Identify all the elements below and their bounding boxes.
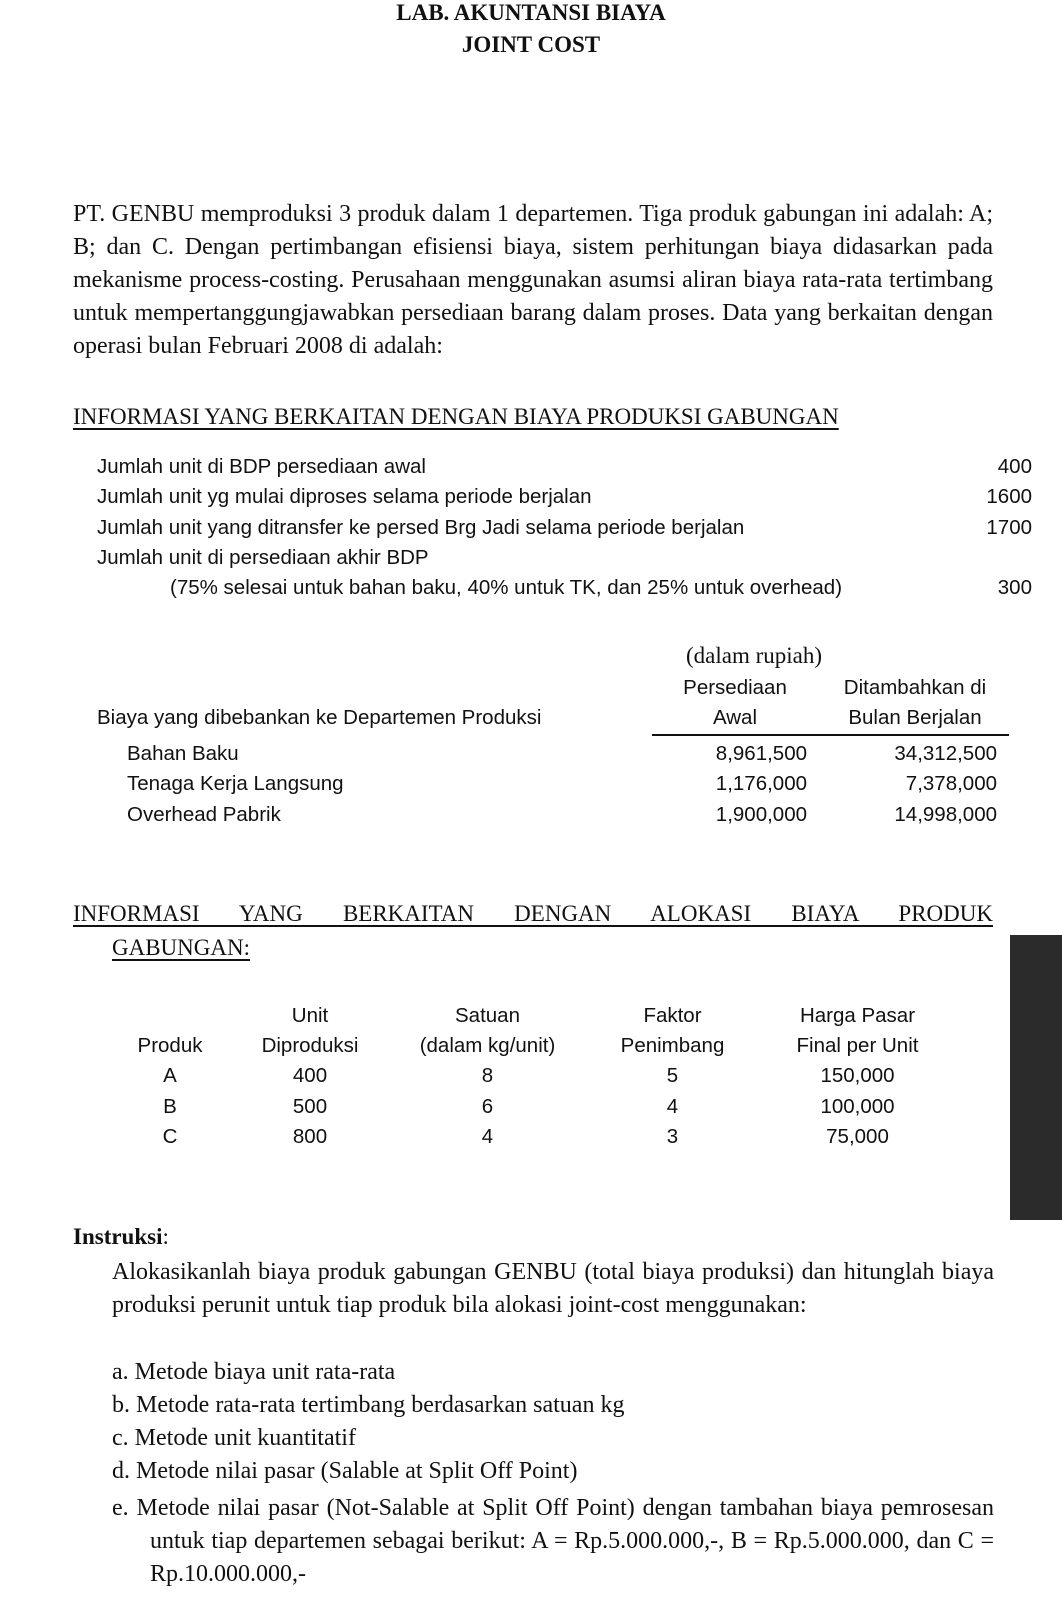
cost-tambah-1: 7,378,000 [905, 772, 997, 795]
section-heading-allocation: INFORMASI YANG BERKAITAN DENGAN ALOKASI BIAYA PRODUK [73, 901, 993, 926]
unit-label-4: (75% selesai untuk bahan baku, 40% untuk TK, dan 25% untuk overhead) [170, 576, 843, 599]
method-item-c: c. Metode unit kuantitatif [112, 1425, 356, 1451]
alloc-factor-a: 5 [666, 1064, 679, 1087]
alloc-header-factor-line2: Penimbang [620, 1034, 725, 1057]
table-header-rule [652, 734, 1009, 736]
instructions-title-row [73, 1224, 169, 1250]
alloc-factor-c: 3 [666, 1125, 679, 1148]
cost-tambah-2: 14,998,000 [894, 803, 997, 826]
alloc-kg-a: 8 [481, 1064, 494, 1087]
alloc-header-units-line1: Unit [291, 1004, 329, 1027]
col-header-awal-line2: Awal [712, 706, 758, 729]
instructions-title: Instruksi [73, 1224, 163, 1249]
cost-tambah-0: 34,312,500 [894, 742, 997, 765]
cost-awal-0: 8,961,500 [715, 742, 807, 765]
cost-awal-2: 1,900,000 [715, 803, 807, 826]
alloc-price-b: 100,000 [820, 1095, 895, 1118]
col-header-tambah-line2: Bulan Berjalan [848, 706, 982, 729]
method-item-d: d. Metode nilai pasar (Salable at Split Off Point) [112, 1458, 578, 1484]
method-item-a: a. Metode biaya unit rata-rata [112, 1359, 396, 1385]
alloc-kg-c: 4 [481, 1125, 494, 1148]
alloc-units-b: 500 [292, 1095, 328, 1118]
alloc-units-a: 400 [292, 1064, 328, 1087]
unit-label-2: Jumlah unit yang ditransfer ke persed Brg Jadi selama periode berjalan [97, 516, 745, 539]
alloc-header-price-line2: Final per Unit [796, 1034, 919, 1057]
unit-value-2: 1700 [986, 516, 1032, 539]
alloc-price-c: 75,000 [826, 1125, 889, 1148]
instructions-text: Alokasikanlah biaya produk gabungan GENBU (total biaya produksi) dan hitunglah biaya produksi perunit untuk tiap produk bila alokasi joint-cost menggunakan: [112, 1259, 994, 1318]
unit-label-1: Jumlah unit yg mulai diproses selama periode berjalan [97, 485, 592, 508]
alloc-product-a: A [163, 1064, 177, 1087]
unit-label-3: Jumlah unit di persediaan akhir BDP [97, 546, 429, 569]
col-header-tambah-line1: Ditambahkan di [843, 676, 987, 699]
scrollbar-strip[interactable] [1010, 935, 1062, 1220]
alloc-header-kg-line2: (dalam kg/unit) [419, 1034, 556, 1057]
unit-value-1: 1600 [986, 485, 1032, 508]
section-heading-allocation-line2: GABUNGAN: [112, 935, 250, 960]
alloc-price-a: 150,000 [820, 1064, 895, 1087]
alloc-header-kg-line1: Satuan [455, 1004, 520, 1027]
method-item-b: b. Metode rata-rata tertimbang berdasarkan satuan kg [112, 1392, 625, 1418]
method-item-e: e. Metode nilai pasar (Not-Salable at Split Off Point) dengan tambahan biaya pemrosesan untuk tiap departemen sebagai berikut: A = Rp.5.000.000,-, B = Rp.5.000.000, dan C = Rp.10.000.000,- [112, 1495, 994, 1587]
alloc-product-c: C [162, 1125, 178, 1148]
section-heading-production-cost: INFORMASI YANG BERKAITAN DENGAN BIAYA PRODUKSI GABUNGAN [73, 404, 839, 429]
document-title: LAB. AKUNTANSI BIAYA [396, 0, 666, 25]
cost-label-1: Tenaga Kerja Langsung [127, 772, 344, 795]
alloc-header-factor-line1: Faktor [643, 1004, 702, 1027]
col-header-awal-line1: Persediaan [683, 676, 787, 699]
alloc-factor-b: 4 [666, 1095, 679, 1118]
alloc-kg-b: 6 [481, 1095, 494, 1118]
unit-value-4: 300 [997, 576, 1032, 599]
alloc-header-product: Produk [137, 1034, 203, 1057]
unit-value-0: 400 [997, 455, 1032, 478]
currency-note: (dalam rupiah) [686, 643, 823, 668]
alloc-product-b: B [163, 1095, 177, 1118]
cost-label-0: Bahan Baku [127, 742, 239, 765]
instructions-title-colon: : [162, 1224, 169, 1249]
alloc-header-price-line1: Harga Pasar [799, 1004, 916, 1027]
cost-awal-1: 1,176,000 [715, 772, 807, 795]
cost-label-2: Overhead Pabrik [127, 803, 281, 826]
alloc-header-units-line2: Diproduksi [261, 1034, 359, 1057]
document-subtitle: JOINT COST [461, 32, 601, 57]
cost-row-header: Biaya yang dibebankan ke Departemen Produksi [97, 706, 542, 729]
alloc-units-c: 800 [292, 1125, 328, 1148]
intro-paragraph: PT. GENBU memproduksi 3 produk dalam 1 departemen. Tiga produk gabungan ini adalah: A; B; dan C. Dengan pertimbangan efisiensi biaya, sistem perhitungan biaya didasarkan pada mekanisme process-costing. Perusahaan menggunakan asumsi aliran biaya rata-rata tertimbang untuk mempertanggungjawabkan persediaan barang dalam proses. Data yang berkaitan dengan operasi bulan Februari 2008 di adalah: [73, 201, 993, 359]
unit-label-0: Jumlah unit di BDP persediaan awal [97, 455, 426, 478]
